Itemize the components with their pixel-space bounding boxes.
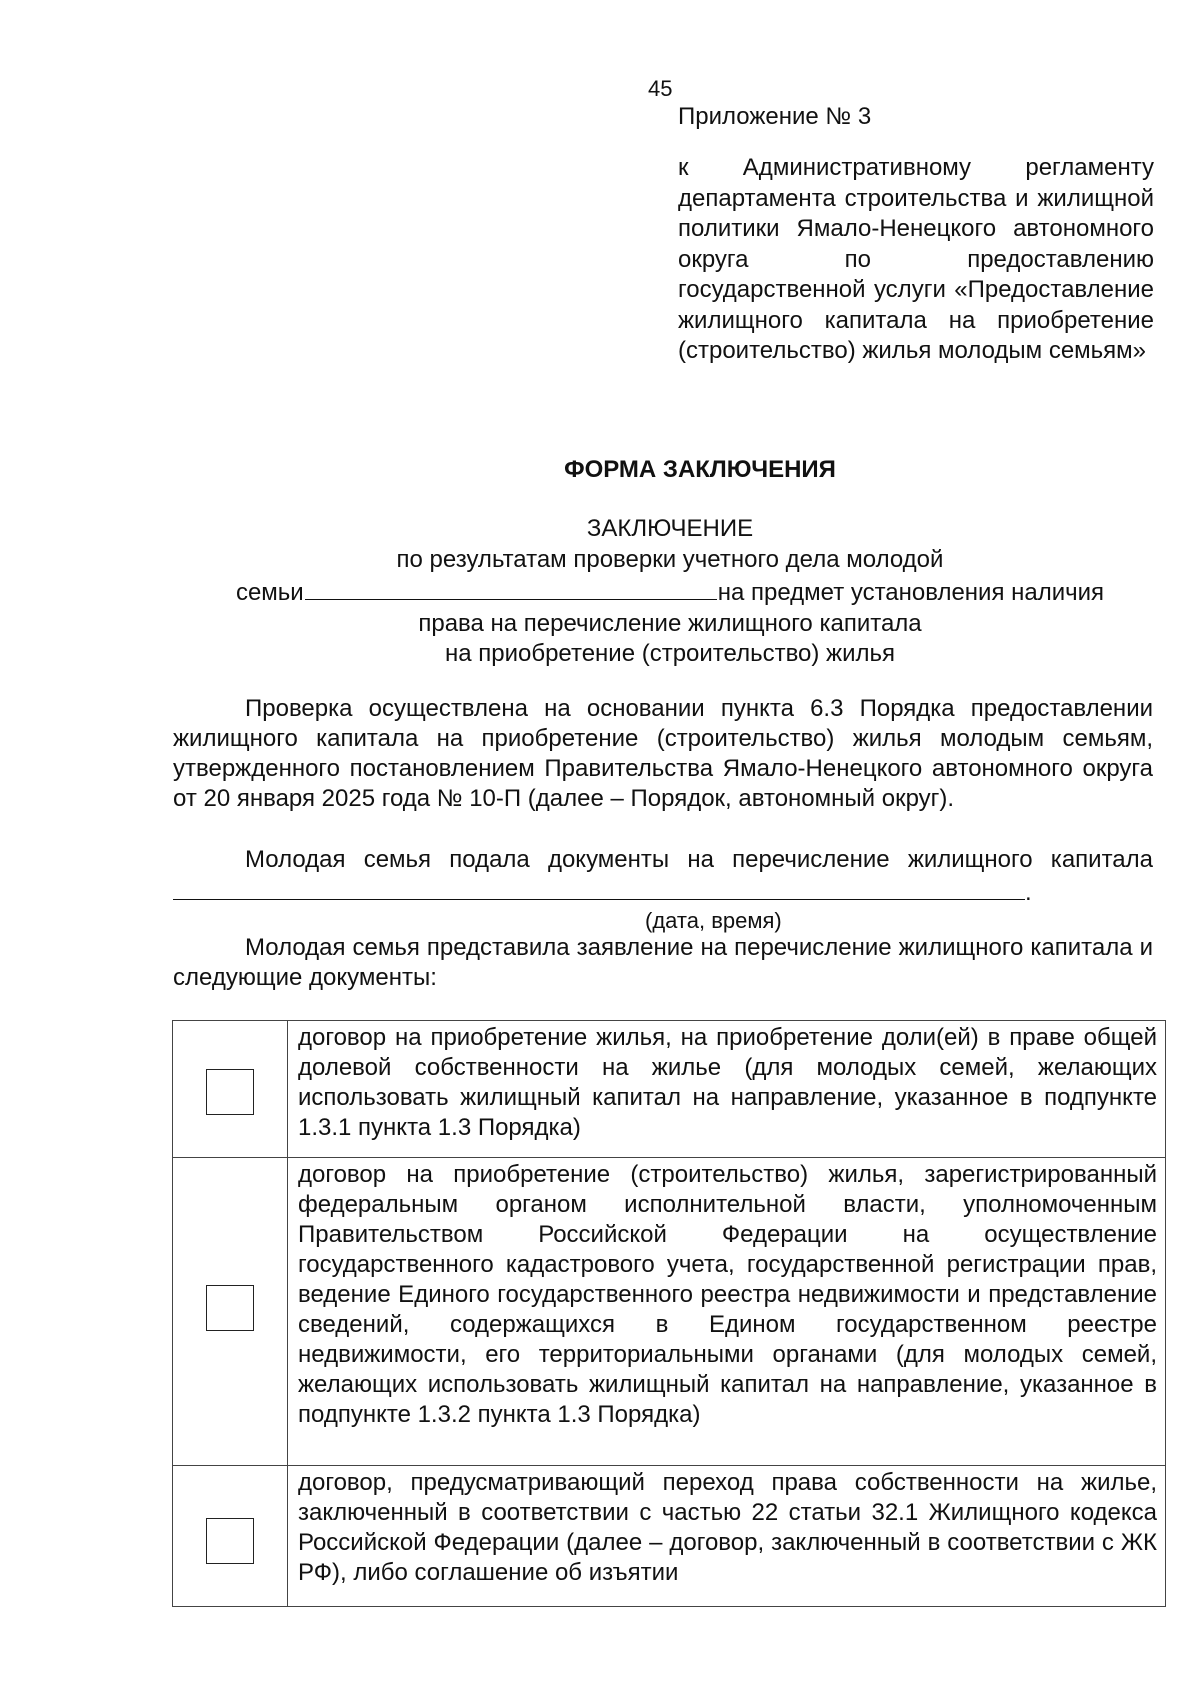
checkbox-cell xyxy=(173,1158,288,1466)
heading-line-4: права на перечисление жилищного капитала xyxy=(418,609,922,637)
date-time-blank[interactable] xyxy=(173,875,1025,900)
date-time-caption: (дата, время) xyxy=(645,908,782,933)
family-name-blank[interactable] xyxy=(305,575,717,600)
appendix-body: к Административному регламенту департамента строительства и жилищной политики Ямало-Ненецкого автономного округа по предоставлению государственной услуги «Предоставление жилищного капитала на приобретение (строительство) жилья молодым семьям» xyxy=(678,154,1154,364)
table-row xyxy=(173,1021,1166,1158)
paragraph-submission xyxy=(173,845,1153,908)
page-number: 45 xyxy=(648,76,673,101)
paragraph-submission-text: Молодая семья подала документы на перечисление жилищного капитала xyxy=(245,846,1153,873)
checkbox-cell xyxy=(173,1466,288,1607)
paragraph-submission-end: . xyxy=(1025,879,1032,906)
checkbox-cell xyxy=(173,1021,288,1158)
documents-table xyxy=(172,1020,1166,1607)
paragraph-documents: Молодая семья представила заявление на перечисление жилищного капитала и следующие документы: xyxy=(173,934,1153,991)
heading-line-5: на приобретение (строительство) жилья xyxy=(444,640,896,667)
heading-line-1: ЗАКЛЮЧЕНИЕ xyxy=(586,515,754,542)
table-row xyxy=(173,1158,1166,1466)
paragraph-basis: Проверка осуществлена на основании пункта 6.3 Порядка предоставлении жилищного капитала на приобретение (строительство) жилья молодым семьям, утвержденного постановлением Правительства Ямало-Ненецкого автономного округа от 20 января 2025 года № 10-П (далее – Порядок, автономный округ). xyxy=(173,695,1153,812)
document-text-3: договор, предусматривающий переход права собственности на жилье, заключенный в соответствии с частью 22 статьи 32.1 Жилищного кодекса Российской Федерации (далее – договор, заключенный в соответствии с ЖК РФ), либо соглашение об изъятии xyxy=(288,1466,1166,1607)
form-title: ФОРМА ЗАКЛЮЧЕНИЯ xyxy=(564,456,836,483)
conclusion-heading xyxy=(170,514,1170,670)
heading-line-2: по результатам проверки учетного дела молодой xyxy=(396,545,944,573)
document-checkbox-1[interactable] xyxy=(206,1069,254,1115)
document-text-1: договор на приобретение жилья, на приобретение доли(ей) в праве общей долевой собственности на жилье (для молодых семей, желающих использовать жилищный капитал на направление, указанное в подпункте 1.3.1 пункта 1.3 Порядка) xyxy=(288,1021,1166,1158)
document-checkbox-2[interactable] xyxy=(206,1285,254,1331)
heading-line-3-before: семьи xyxy=(235,579,304,606)
document-text-2: договор на приобретение (строительство) жилья, зарегистрированный федеральным органом исполнительной власти, уполномоченным Правительством Российской Федерации на осуществление государственного кадастрового учета, государственной регистрации прав, ведение Единого государственного реестра недвижимости и представление сведений, содержащихся в Едином государственном реестре недвижимости, его территориальными органами (для молодых семей, желающих использовать жилищный капитал на направление, указанное в подпункте 1.3.2 пункта 1.3 Порядка) xyxy=(288,1158,1166,1466)
heading-line-3-after: на предмет установления наличия xyxy=(717,579,1105,606)
appendix-title: Приложение № 3 xyxy=(678,103,872,130)
heading-line-3 xyxy=(170,575,1170,609)
table-row xyxy=(173,1466,1166,1607)
document-checkbox-3[interactable] xyxy=(206,1518,254,1564)
